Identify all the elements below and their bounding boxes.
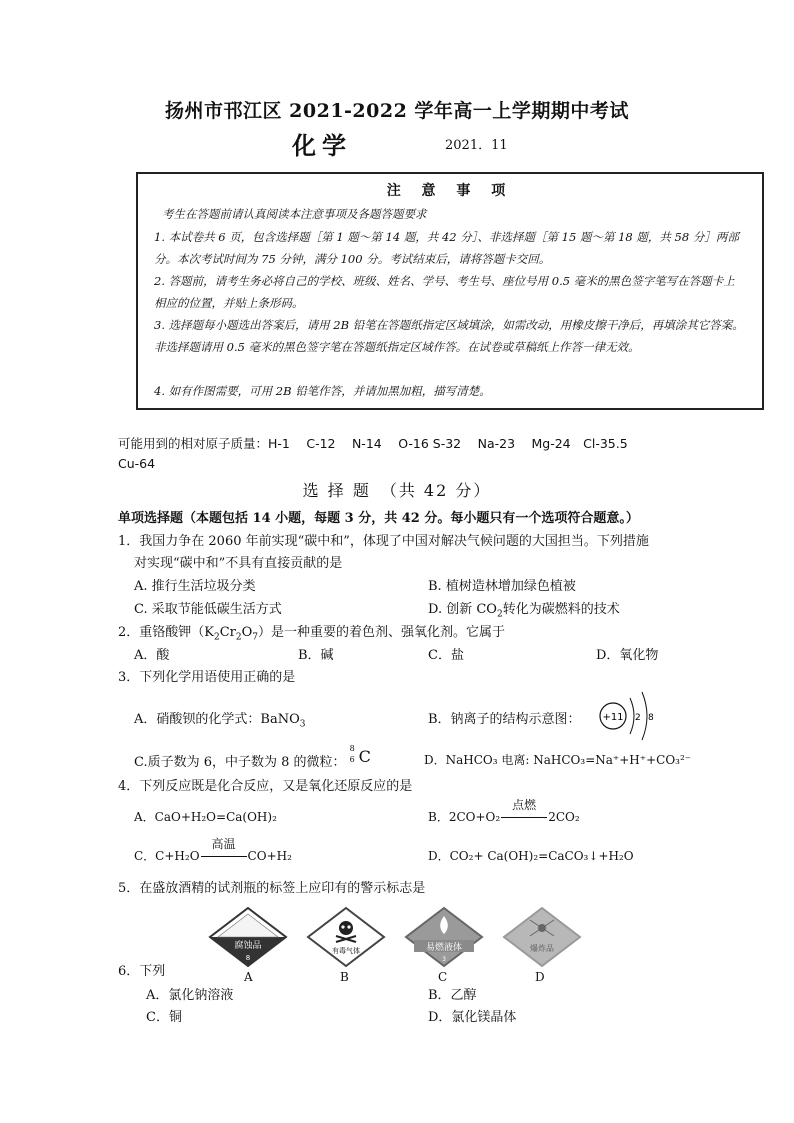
toxic-gas-sign-icon xyxy=(308,908,384,966)
page-title: 扬州市邗江区 2021-2022 学年高一上学期期中考试 xyxy=(165,100,629,122)
svg-text:易燃液体: 易燃液体 xyxy=(425,943,463,953)
reaction-condition-heat: 高温 xyxy=(211,837,236,851)
notice-item-2: 2. 答题前，请考生务必将自己的学校、班级、姓名、学号、考生号、座位号用 0.5 毫米的黑色签字笔写在答题卡上相应的位置，并贴上条形码。 xyxy=(154,274,735,310)
q6-option-d: D．氯化镁晶体 xyxy=(428,1010,517,1025)
q6-option-b: B．乙醇 xyxy=(428,988,477,1003)
q2-stem: 2．重铬酸钾$(K_2Cr_2O_7)$是一种重要的着色剂、强氧化剂。它属于 xyxy=(118,625,506,643)
ion-shell-2: 8 xyxy=(648,713,654,723)
q4-option-b: B．2CO+O₂ 点燃 2CO₂ xyxy=(428,798,580,824)
q4-option-a: A．CaO+H₂O=Ca(OH)₂ xyxy=(134,810,277,824)
q3-option-a: A．硝酸钡的化学式：BaNO$_3$ xyxy=(134,712,306,730)
sign-label-a: A xyxy=(244,970,253,984)
atomic-masses-line2: Cu-64 xyxy=(118,456,156,471)
q3-option-b: B．钠离子的结构示意图： xyxy=(428,712,581,727)
q6-option-a: A．氯化钠溶液 xyxy=(146,988,234,1003)
q1-stem-line2: 对实现“碳中和”不具有直接贡献的是 xyxy=(134,556,343,571)
q3-option-c: C.质子数为 6，中子数为 8 的微粒： 8 6 C xyxy=(134,744,371,770)
exam-date: 2021．11 xyxy=(445,138,508,153)
notice-title: 注 意 事 项 xyxy=(386,183,514,199)
q6-option-c: C．铜 xyxy=(146,1010,182,1025)
q2-option-d: D．氧化物 xyxy=(596,648,659,663)
explosive-sign-icon xyxy=(504,908,580,966)
notice-intro: 考生在答题前请认真阅读本注意事项及各题答题要求 xyxy=(162,207,427,221)
section-title: 选 择 题 （共 42 分） xyxy=(302,481,492,500)
atomic-masses-line1: 可能用到的相对原子质量：H-1 C-12 N-14 O-16 S-32 Na-23 Mg-24 Cl-35.5 xyxy=(118,436,628,451)
reaction-condition-ignite: 点燃 xyxy=(512,798,537,812)
ion-shell-1: 2 xyxy=(635,713,641,723)
sign-label-d: D xyxy=(535,970,545,984)
q3-stem: 3．下列化学用语使用正确的是 xyxy=(118,670,296,685)
q2-option-a: A．酸 xyxy=(134,648,170,663)
flammable-liquid-sign-icon xyxy=(406,908,482,966)
svg-text:8: 8 xyxy=(245,954,251,962)
q2-option-c: C．盐 xyxy=(428,648,464,663)
ion-nucleus: +11 xyxy=(602,712,624,723)
q2-option-b: B．碱 xyxy=(298,648,334,663)
q1-stem-line1: 1．我国力争在 2060 年前实现“碳中和”，体现了中国对解决气候问题的大国担当。下列措施 xyxy=(118,534,649,549)
notice-box xyxy=(136,172,764,410)
sign-label-b: B xyxy=(340,970,349,984)
q6-stem: 6．下列 xyxy=(118,964,166,979)
q1-option-a: A. 推行生活垃圾分类 xyxy=(134,579,256,594)
svg-text:有毒气体: 有毒气体 xyxy=(332,947,360,955)
q4-stem: 4．下列反应既是化合反应，又是氧化还原反应的是 xyxy=(118,779,413,794)
sodium-ion-diagram xyxy=(596,690,666,742)
sign-label-c: C xyxy=(438,970,448,984)
q4-option-d: D．CO₂+ Ca(OH)₂=CaCO₃↓+H₂O xyxy=(428,849,634,863)
notice-item-4: 4. 如有作图需要，可用 2B 铅笔作答，并请加黑加粗，描写清楚。 xyxy=(154,384,491,398)
q4-option-c: C．C+H₂O 高温 CO+H₂ xyxy=(134,837,292,863)
notice-item-3: 3. 选择题每小题选出答案后，请用 2B 铅笔在答题纸指定区域填涂，如需改动，用橡皮擦干净后，再填涂其它答案。非选择题请用 0.5 毫米的黑色签字笔在答题纸指定区域作答。在试卷或草稿纸上作答一律无效。 xyxy=(154,318,744,354)
q1-option-b: B. 植树造林增加绿色植被 xyxy=(428,579,576,594)
svg-text:3: 3 xyxy=(442,956,446,963)
notice-item-1: 1. 本试卷共 6 页，包含选择题［第 1 题～第 14 题，共 42 分］、非选择题［第 15 题～第 18 题，共 58 分］两部分。本次考试时间为 75 分钟，满分 100 分。考试结束后，请将答题卡交回。 xyxy=(154,230,739,266)
svg-text:爆炸品: 爆炸品 xyxy=(530,944,554,953)
svg-text:腐蚀品: 腐蚀品 xyxy=(234,941,262,951)
q1-option-c: C. 采取节能低碳生活方式 xyxy=(134,602,282,617)
q5-stem: 5．在盛放酒精的试剂瓶的标签上应印有的警示标志是 xyxy=(118,881,426,896)
section-instruction: 单项选择题（本题包括 14 小题，每题 3 分，共 42 分。每小题只有一个选项符合题意。） xyxy=(118,511,639,526)
q1-option-d: D. 创新 $CO_2$转化为碳燃料的技术 xyxy=(428,602,620,620)
q3-option-d: D．NaHCO₃ 电离: NaHCO₃=Na⁺+H⁺+CO₃²⁻ xyxy=(424,753,692,767)
subject-title: 化学 xyxy=(292,131,352,160)
warning-signs xyxy=(208,906,588,968)
corrosive-sign-icon xyxy=(210,908,286,966)
